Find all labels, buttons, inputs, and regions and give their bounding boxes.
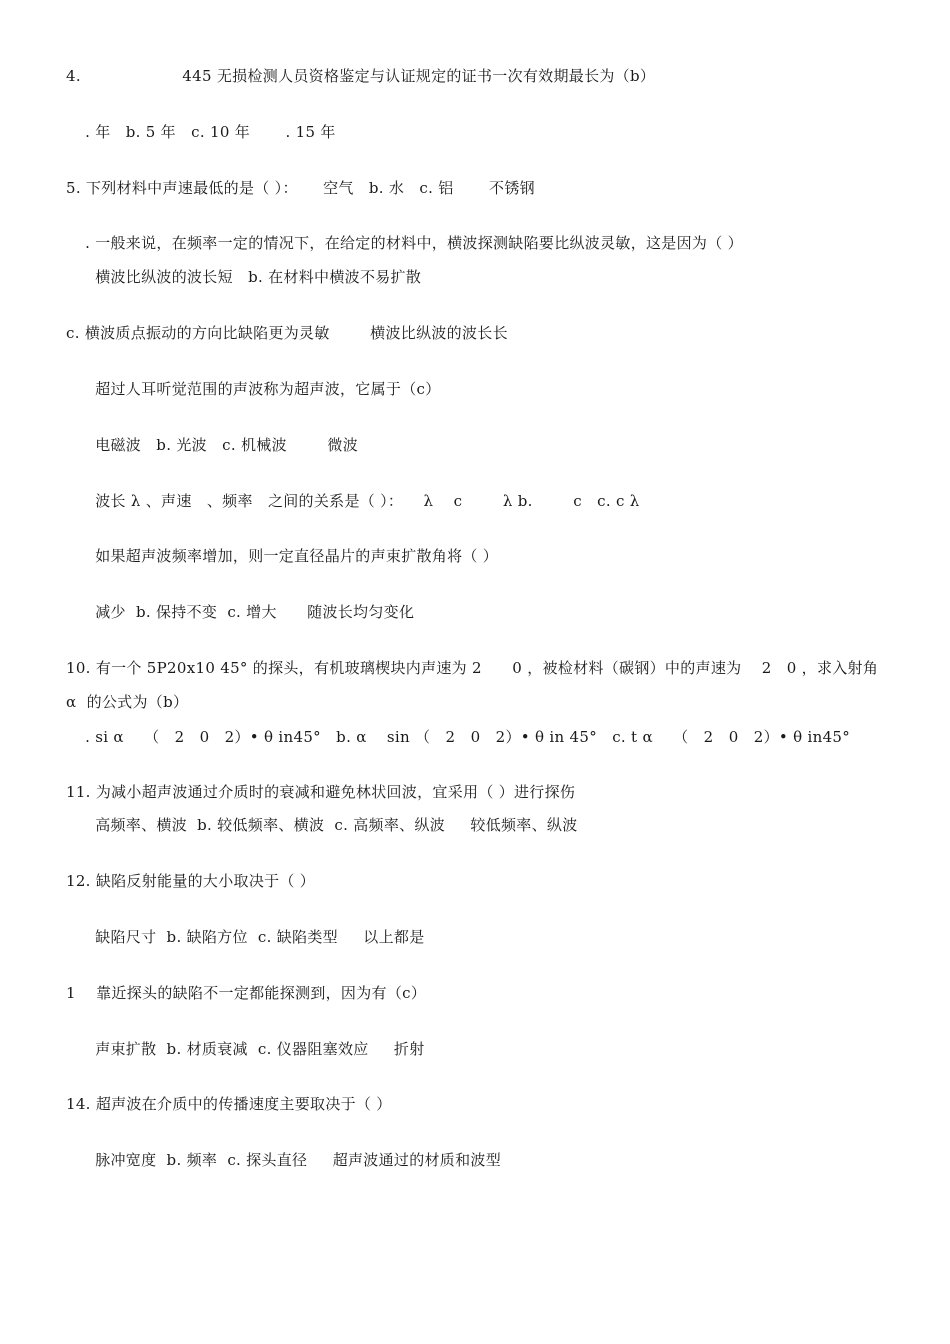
- question-7-options: 电磁波 b. 光波 c. 机械波 微波: [80, 436, 359, 454]
- question-6-options-c: c. 横波质点振动的方向比缺陷更为灵敏 横波比纵波的波长长: [66, 324, 508, 342]
- question-13: 1 靠近探头的缺陷不一定都能探测到，因为有（c）: [66, 984, 427, 1002]
- question-13-options: 声束扩散 b. 材质衰减 c. 仪器阻塞效应 折射: [80, 1040, 425, 1058]
- question-9-options: 减少 b. 保持不变 c. 增大 随波长均匀变化: [80, 603, 415, 621]
- question-12: 12. 缺陷反射能量的大小取决于（ ）: [66, 872, 316, 890]
- question-11: 11. 为减小超声波通过介质时的衰减和避免林状回波，宜采用（ ）进行探伤: [66, 783, 576, 801]
- question-8: 波长 λ 、声速 、频率 之间的关系是（ ）： λ c λ b. c c. c λ: [80, 492, 640, 510]
- question-14-options: 脉冲宽度 b. 频率 c. 探头直径 超声波通过的材质和波型: [80, 1151, 501, 1169]
- question-10: 10. 有一个 5P20x10 45° 的探头，有机玻璃楔块内声速为 2 0 ，被检材料（碳钢）中的声速为 2 0 ，求入射角: [66, 659, 879, 677]
- question-6: . 一般来说，在频率一定的情况下，在给定的材料中，横波探测缺陷要比纵波灵敏，这是因为（ ）: [80, 234, 743, 252]
- question-11-options: 高频率、横波 b. 较低频率、横波 c. 高频率、纵波 较低频率、纵波: [80, 816, 578, 834]
- question-10-cont: α 的公式为（b）: [66, 693, 189, 711]
- question-10-options: . si α （ 2 0 2）• θ in45° b. α sin （ 2 0 2）• θ in 45° c. t α （ 2 0 2）• θ in45°: [80, 728, 851, 746]
- question-5: 5. 下列材料中声速最低的是（ ）： 空气 b. 水 c. 铝 不锈钢: [66, 179, 535, 197]
- question-14: 14. 超声波在介质中的传播速度主要取决于（ ）: [66, 1095, 392, 1113]
- question-12-options: 缺陷尺寸 b. 缺陷方位 c. 缺陷类型 以上都是: [80, 928, 425, 946]
- question-6-options-a: 横波比纵波的波长短 b. 在材料中横波不易扩散: [80, 268, 422, 286]
- question-4-options: . 年 b. 5 年 c. 10 年 . 15 年: [80, 123, 336, 141]
- question-9: 如果超声波频率增加，则一定直径晶片的声束扩散角将（ ）: [80, 547, 499, 565]
- question-7: 超过人耳听觉范围的声波称为超声波，它属于（c）: [80, 380, 441, 398]
- question-4: 4. 445 无损检测人员资格鉴定与认证规定的证书一次有效期最长为（b）: [66, 67, 656, 85]
